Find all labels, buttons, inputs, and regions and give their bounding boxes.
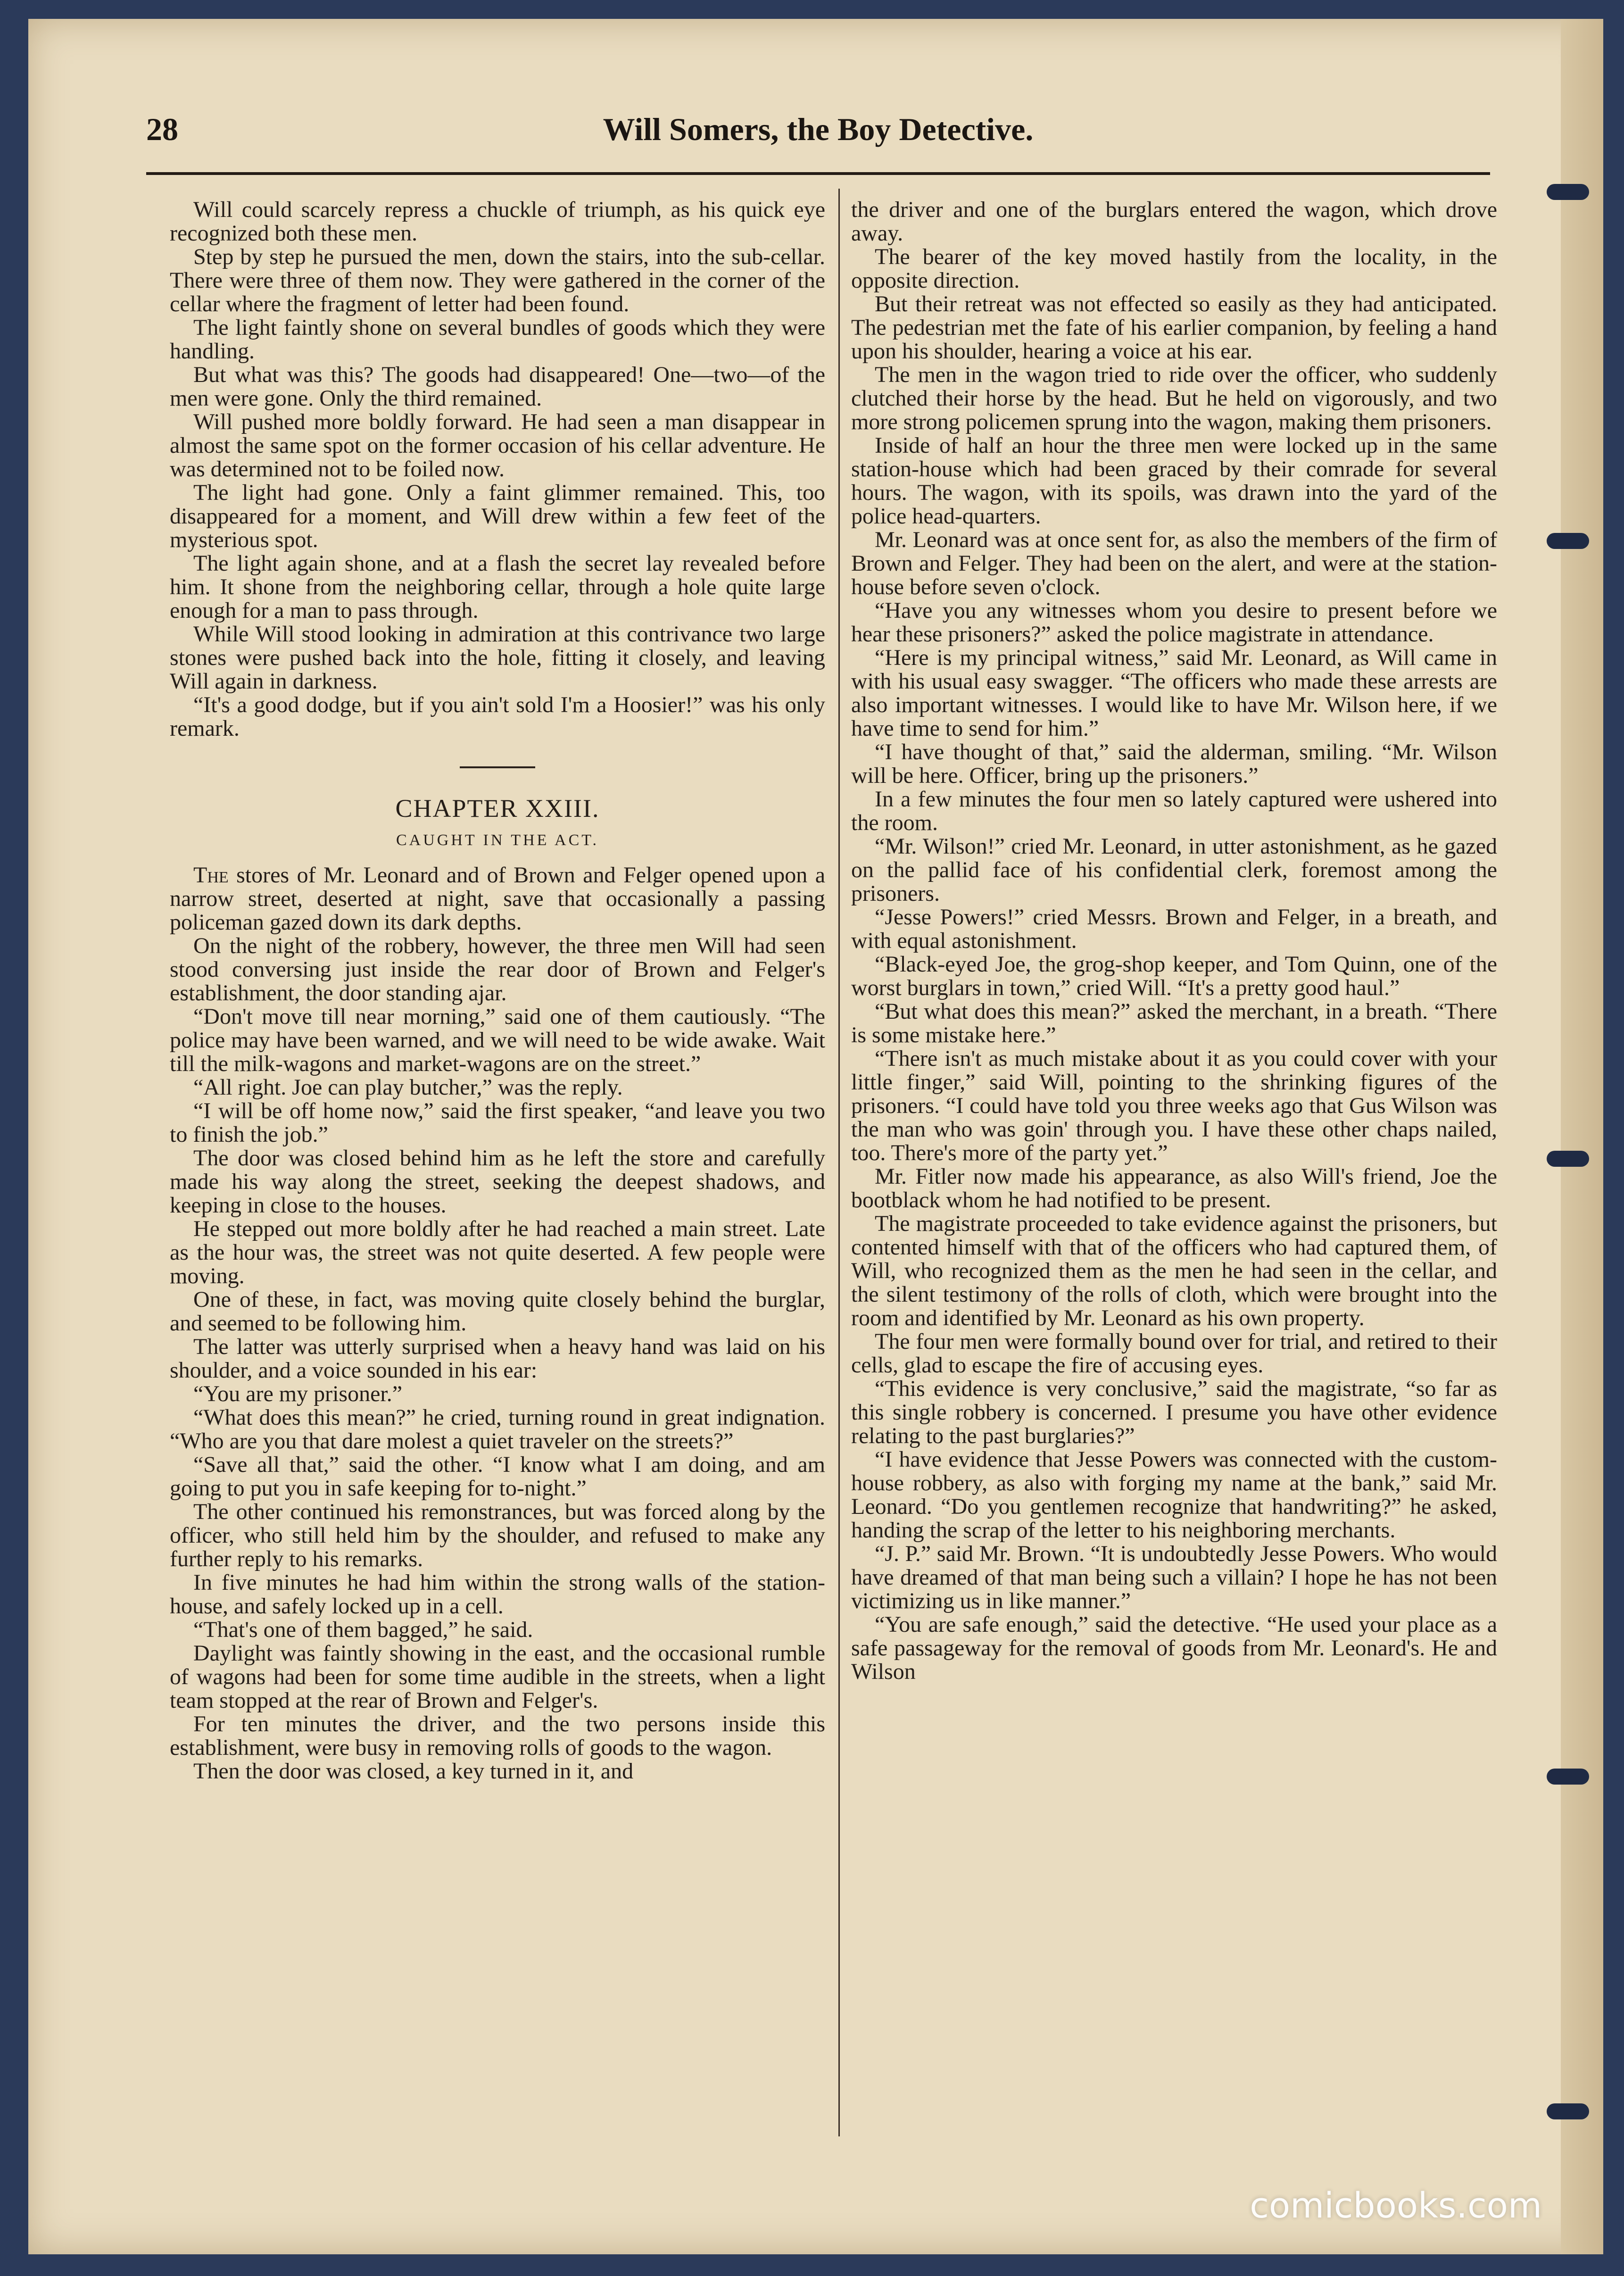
binding-staple xyxy=(1547,2103,1589,2119)
binding-staple xyxy=(1547,184,1589,200)
left-column xyxy=(170,198,825,2132)
paragraph: The other continued his remonstrances, but was forced along by the officer, who still held him by the shoulder, and refused to make any further reply to his remarks. xyxy=(170,1499,825,1571)
paragraph: But their retreat was not effected so easily as they had anticipated. The pedestrian met the fate of his earlier companion, by feeling a hand upon his shoulder, hearing a voice at his ear. xyxy=(851,291,1497,364)
paragraph: The bearer of the key moved hastily from the locality, in the opposite direction. xyxy=(851,244,1497,293)
paragraph: “It's a good dodge, but if you ain't sold I'm a Hoosier!” was his only remark. xyxy=(170,692,825,741)
paragraph: “That's one of them bagged,” he said. xyxy=(193,1617,533,1642)
paragraph: For ten minutes the driver, and the two persons inside this establishment, were busy in removing rolls of goods to the wagon. xyxy=(170,1711,825,1760)
paragraph: “Mr. Wilson!” cried Mr. Leonard, in utter astonishment, as he gazed on the pallid face of his confidential clerk, foremost among the prisoners. xyxy=(851,834,1497,906)
paragraph: The door was closed behind him as he left the store and carefully made his way along the street, seeking the deepest shadows, and keeping in close to the houses. xyxy=(170,1146,825,1218)
paragraph: “I will be off home now,” said the first speaker, “and leave you two to finish the job.” xyxy=(170,1098,825,1147)
magazine-page xyxy=(28,19,1603,2254)
paragraph: Mr. Fitler now made his appearance, as also Will's friend, Joe the bootblack whom he had notified to be present. xyxy=(851,1164,1497,1213)
paragraph: “All right. Joe can play butcher,” was the reply. xyxy=(193,1075,623,1100)
paragraph: Then the door was closed, a key turned in it, and xyxy=(193,1759,634,1784)
paragraph: The light again shone, and at a flash the secret lay revealed before him. It shone from the neighboring cellar, through a hole quite large enough for a man to pass through. xyxy=(170,551,825,623)
paragraph: “Save all that,” said the other. “I know what I am doing, and am going to put you in safe keeping for to-night.” xyxy=(170,1452,825,1501)
paragraph: The men in the wagon tried to ride over the officer, who suddenly clutched their horse by the head. But he held on vigorously, and two more strong policemen sprung into the wagon, making them prisoners. xyxy=(851,362,1497,434)
paragraph: “I have thought of that,” said the alderman, smiling. “Mr. Wilson will be here. Officer, bring up the prisoners.” xyxy=(851,739,1497,788)
binding-staple xyxy=(1547,1769,1589,1785)
paragraph: One of these, in fact, was moving quite closely behind the burglar, and seemed to be following him. xyxy=(170,1287,825,1336)
paragraph: “There isn't as much mistake about it as you could cover with your little finger,” said Will, pointing to the shrinking figures of the prisoners. “I could have told you three weeks ago that Gus Wilson was the man who was goin' through you. I have these other chaps nailed, too. There's more of the party yet.” xyxy=(851,1046,1497,1165)
binding-staple xyxy=(1547,1151,1589,1167)
paragraph: Daylight was faintly showing in the east, and the occasional rumble of wagons had been for some time audible in the streets, when a light team stopped at the rear of Brown and Felger's. xyxy=(170,1641,825,1713)
chapter-subtitle: CAUGHT IN THE ACT. xyxy=(396,831,599,849)
paragraph-text: stores of Mr. Leonard and of Brown and Felger opened upon a narrow street, deserted at night, save that occasionally a passing policeman gazed down its dark depths. xyxy=(170,863,825,935)
drop-lead-word: The xyxy=(193,863,229,888)
paragraph: In a few minutes the four men so lately captured were ushered into the room. xyxy=(851,787,1497,835)
paragraph: “You are safe enough,” said the detective. “He used your place as a safe passageway for the removal of goods from Mr. Leonard's. He and Wilson xyxy=(851,1612,1497,1684)
paragraph: In five minutes he had him within the strong walls of the station-house, and safely locked up in a cell. xyxy=(170,1570,825,1619)
paragraph: The light had gone. Only a faint glimmer remained. This, too disappeared for a moment, and Will drew within a few feet of the mysterious spot. xyxy=(170,480,825,552)
paragraph: Will could scarcely repress a chuckle of triumph, as his quick eye recognized both these men. xyxy=(170,198,825,246)
paragraph: Inside of half an hour the three men were locked up in the same station-house which had been graced by their comrade for several hours. The wagon, with its spoils, was drawn into the yard of the police head-quarters. xyxy=(851,433,1497,529)
paragraph: “Have you any witnesses whom you desire to present before we hear these prisoners?” asked the police magistrate in attendance. xyxy=(851,598,1497,647)
paragraph: The latter was utterly surprised when a heavy hand was laid on his shoulder, and a voice sounded in his ear: xyxy=(170,1334,825,1383)
paragraph: Will pushed more boldly forward. He had seen a man disappear in almost the same spot on the former occasion of his cellar adventure. He was determined not to be foiled now. xyxy=(170,409,825,482)
paragraph: “This evidence is very conclusive,” said the magistrate, “so far as this single robbery is concerned. I presume you have other evidence relating to the past burglaries?” xyxy=(851,1376,1497,1448)
chapter-title: CHAPTER XXIII. xyxy=(395,794,600,822)
paragraph: “I have evidence that Jesse Powers was connected with the custom-house robbery, as also with forging my name at the bank,” said Mr. Leonard. “Do you gentlemen recognize that handwriting?” he asked, handing the scrap of the letter to his neighboring merchants. xyxy=(851,1447,1497,1543)
paragraph: “Here is my principal witness,” said Mr. Leonard, as Will came in with his usual easy swagger. “The officers who made these arrests are also important witnesses. I would like to have Mr. Wilson here, if we have time to send for him.” xyxy=(851,645,1497,741)
paragraph: He stepped out more boldly after he had reached a main street. Late as the hour was, the street was not quite deserted. A few people were moving. xyxy=(170,1216,825,1288)
paragraph: The four men were formally bound over for trial, and retired to their cells, glad to escape the fire of accusing eyes. xyxy=(851,1329,1497,1378)
right-column xyxy=(851,198,1497,2132)
running-title: Will Somers, the Boy Detective. xyxy=(603,111,1034,147)
page-number: 28 xyxy=(146,111,178,147)
page-header xyxy=(146,111,1490,167)
paragraph: The magistrate proceeded to take evidence against the prisoners, but contented himself with that of the officers who had captured them, of Will, who recognized them as the men he had seen in the cellar, and the silent testimony of the rolls of cloth, which were brought into the room and identified by Mr. Leonard as his own property. xyxy=(851,1211,1497,1330)
paragraph: “Don't move till near morning,” said one of them cautiously. “The police may have been warned, and we will need to be wide awake. Wait till the milk-wagons and market-wagons are on the street.” xyxy=(170,1004,825,1076)
paragraph: “J. P.” said Mr. Brown. “It is undoubtedly Jesse Powers. Who would have dreamed of that man being such a villain? I hope he has not been victimizing us in like manner.” xyxy=(851,1541,1497,1613)
paragraph: But what was this? The goods had disappeared! One—two—of the men were gone. Only the third remained. xyxy=(170,362,825,411)
paragraph: Step by step he pursued the men, down the stairs, into the sub-cellar. There were three of them now. They were gathered in the corner of the cellar where the fragment of letter had been found. xyxy=(170,244,825,316)
watermark: comicbooks.com xyxy=(1250,2185,1542,2226)
paragraph: “You are my prisoner.” xyxy=(193,1381,403,1406)
page-spine xyxy=(1561,19,1603,2254)
paragraph: The light faintly shone on several bundles of goods which they were handling. xyxy=(170,315,825,364)
column-divider xyxy=(838,189,840,2136)
paragraph: Mr. Leonard was at once sent for, as also the members of the firm of Brown and Felger. They had been on the alert, and were at the station-house before seven o'clock. xyxy=(851,527,1497,599)
paragraph xyxy=(170,864,825,934)
paragraph: While Will stood looking in admiration at this contrivance two large stones were pushed back into the hole, fitting it closely, and leaving Will again in darkness. xyxy=(170,622,825,694)
paragraph: “What does this mean?” he cried, turning round in great indignation. “Who are you that dare molest a quiet traveler on the streets?” xyxy=(170,1405,825,1454)
binding-staple xyxy=(1547,533,1589,549)
paragraph: On the night of the robbery, however, the three men Will had seen stood conversing just inside the rear door of Brown and Felger's establishment, the door standing ajar. xyxy=(170,933,825,1005)
paragraph: “Black-eyed Joe, the grog-shop keeper, and Tom Quinn, one of the worst burglars in town,” cried Will. “It's a pretty good haul.” xyxy=(851,952,1497,1000)
paragraph: “But what does this mean?” asked the merchant, in a breath. “There is some mistake here.” xyxy=(851,999,1497,1047)
chapter-divider xyxy=(460,766,535,768)
paragraph: “Jesse Powers!” cried Messrs. Brown and Felger, in a breath, and with equal astonishment. xyxy=(851,905,1497,953)
header-rule xyxy=(146,172,1490,175)
paragraph: the driver and one of the burglars entered the wagon, which drove away. xyxy=(851,198,1497,246)
